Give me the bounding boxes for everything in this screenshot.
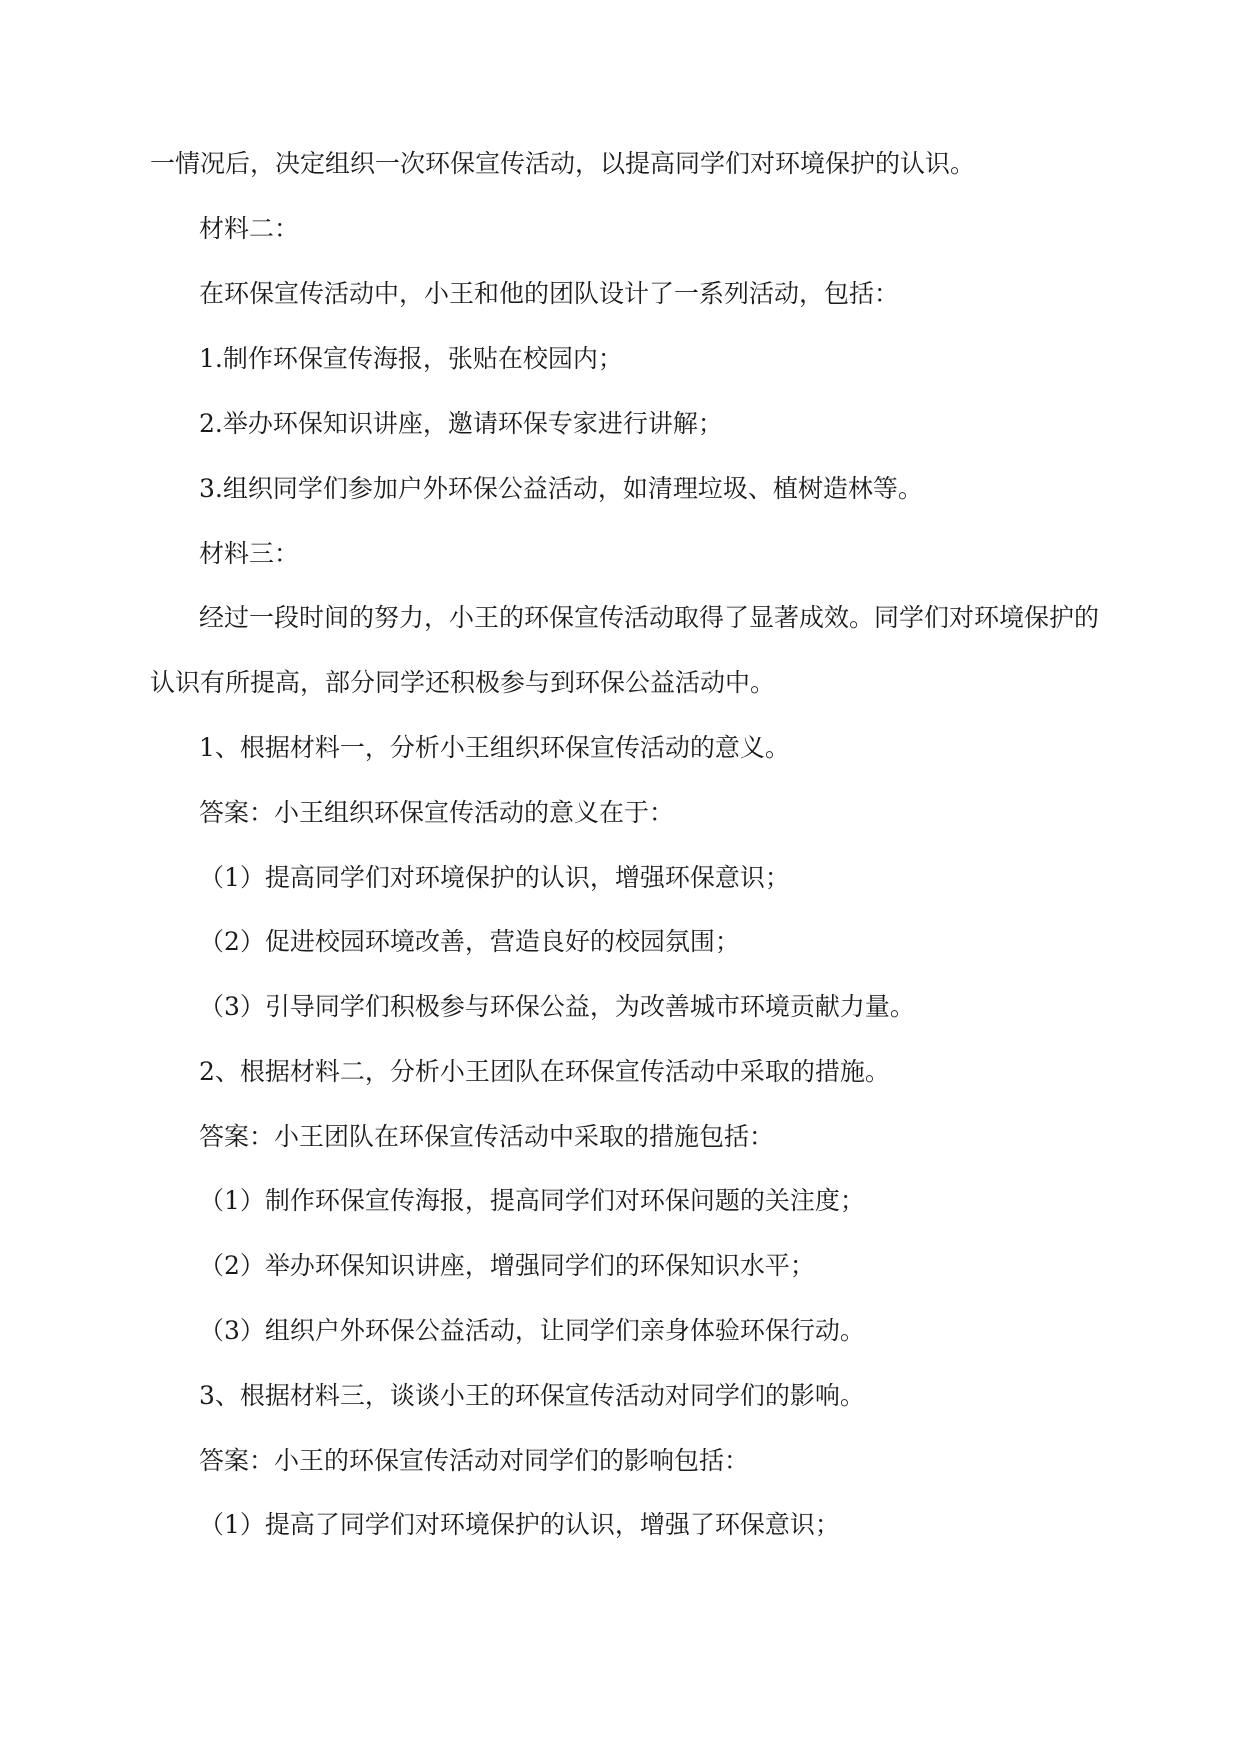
material-heading: 材料二： (199, 214, 300, 243)
question: 1、根据材料一，分析小王组织环保宣传活动的意义。 (199, 733, 790, 762)
material-heading: 材料三： (199, 539, 300, 568)
answer-item: （2）举办环保知识讲座，增强同学们的环保知识水平； (199, 1251, 815, 1280)
list-item: 2.举办环保知识讲座，邀请环保专家进行讲解； (199, 409, 723, 438)
question: 2、根据材料二，分析小王团队在环保宣传活动中采取的措施。 (199, 1057, 890, 1086)
list-item: 3.组织同学们参加户外环保公益活动，如清理垃圾、植树造林等。 (199, 474, 923, 503)
list-item: 1.制作环保宣传海报，张贴在校园内； (199, 344, 623, 373)
question: 3、根据材料三，谈谈小王的环保宣传活动对同学们的影响。 (199, 1381, 865, 1410)
answer-item: （1）制作环保宣传海报，提高同学们对环保问题的关注度； (199, 1186, 865, 1215)
paragraph-continuation: 一情况后，决定组织一次环保宣传活动，以提高同学们对环境保护的认识。 (150, 149, 976, 178)
paragraph-continuation: 认识有所提高，部分同学还积极参与到环保公益活动中。 (150, 668, 776, 697)
answer-item: （2）促进校园环境改善，营造良好的校园氛围； (199, 927, 740, 956)
answer-item: （3）引导同学们积极参与环保公益，为改善城市环境贡献力量。 (199, 992, 915, 1021)
answer-item: （1）提高同学们对环境保护的认识，增强环保意识； (199, 863, 790, 892)
answer-item: （1）提高了同学们对环境保护的认识，增强了环保意识； (199, 1510, 840, 1539)
answer-intro: 答案：小王团队在环保宣传活动中采取的措施包括： (199, 1122, 775, 1151)
answer-item: （3）组织户外环保公益活动，让同学们亲身体验环保行动。 (199, 1316, 865, 1345)
answer-intro: 答案：小王的环保宣传活动对同学们的影响包括： (199, 1446, 750, 1475)
answer-intro: 答案：小王组织环保宣传活动的意义在于： (199, 798, 675, 827)
paragraph: 经过一段时间的努力，小王的环保宣传活动取得了显著成效。同学们对环境保护的 (199, 603, 1100, 632)
paragraph: 在环保宣传活动中，小王和他的团队设计了一系列活动，包括： (199, 279, 900, 308)
